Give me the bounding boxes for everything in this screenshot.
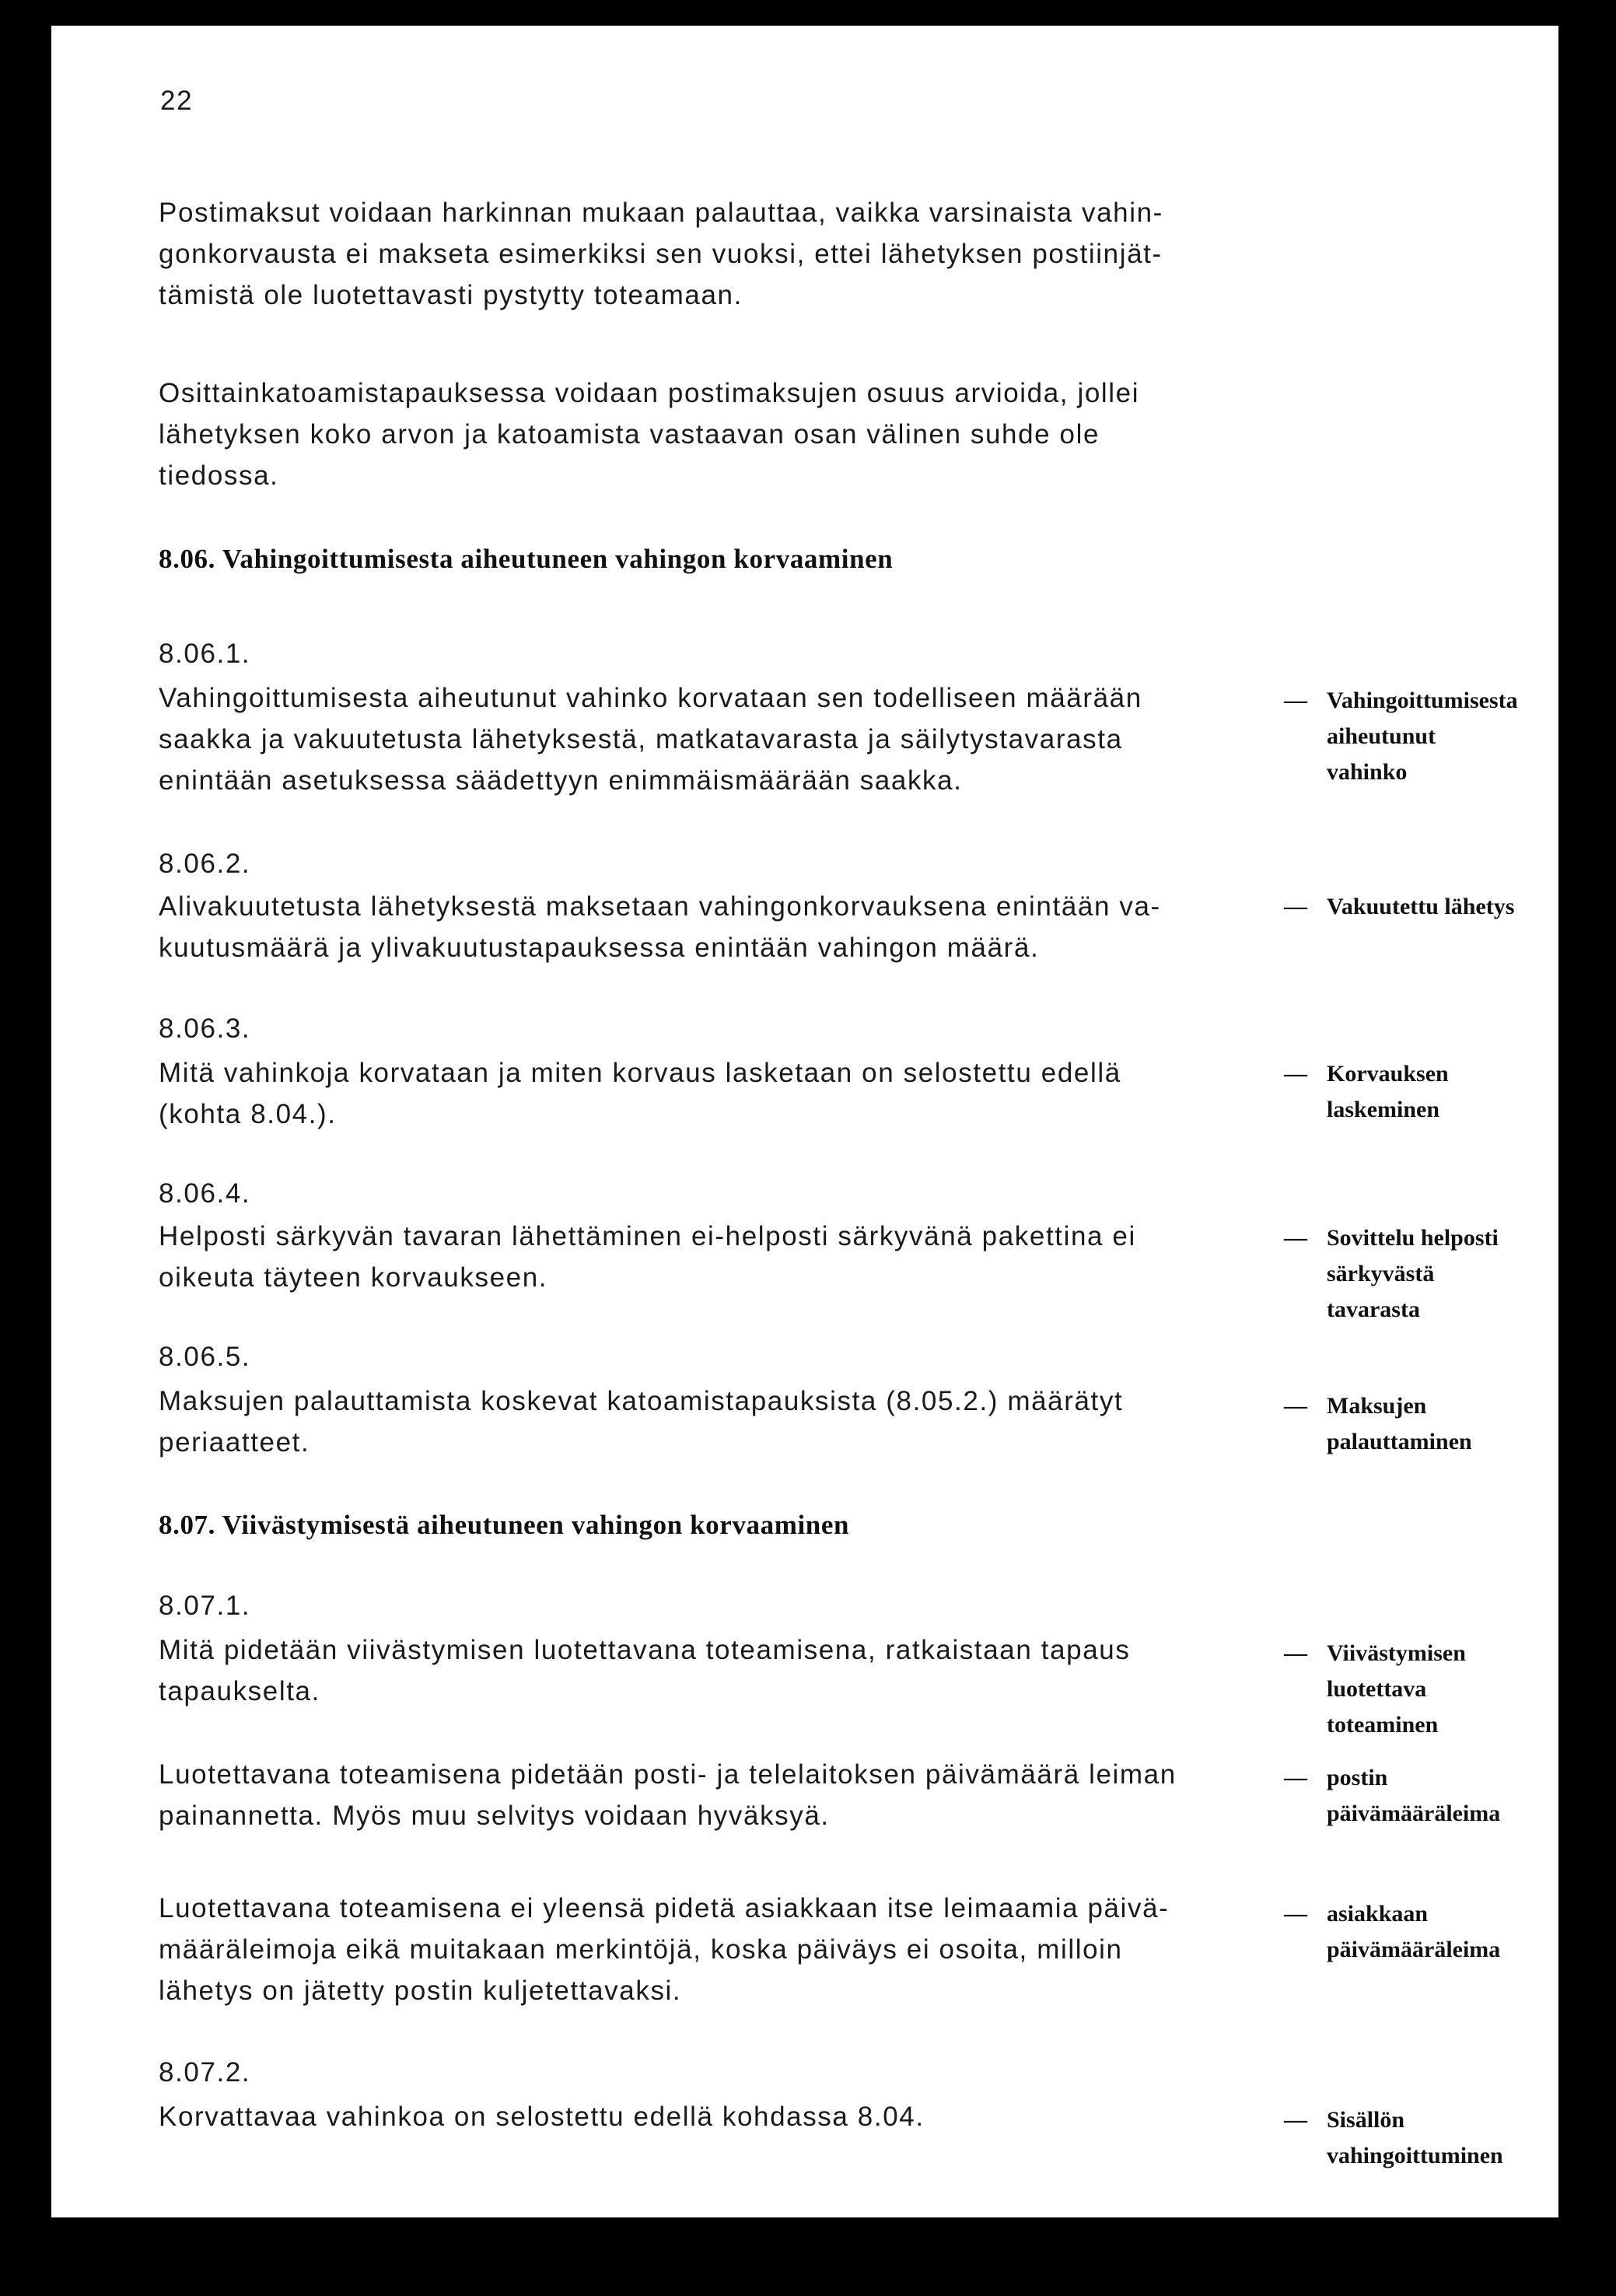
note-dash: —	[1284, 1901, 1307, 1927]
text-line: Osittainkatoamistapauksessa voidaan postimaksujen osuus arvioida, jollei	[159, 378, 1140, 408]
section-8-06-3-text	[159, 1052, 1121, 1135]
text-line: (kohta 8.04.).	[159, 1099, 337, 1129]
note-dash: —	[1284, 1061, 1307, 1087]
text-line: Postimaksut voidaan harkinnan mukaan palauttaa, vaikka varsinaista vahin-	[159, 198, 1163, 228]
text-line: gonkorvausta ei makseta esimerkiksi sen vuoksi, ettei lähetyksen postiinjät-	[159, 239, 1163, 269]
text-line: tiedossa.	[159, 460, 279, 491]
note-dash: —	[1284, 688, 1307, 713]
note-line: Vahingoittumisesta	[1327, 688, 1518, 713]
note-line: Maksujen	[1327, 1393, 1427, 1419]
section-number: 8.07.1.	[159, 1591, 251, 1621]
intro-paragraph-1	[159, 192, 1163, 316]
note-dash: —	[1284, 1225, 1307, 1251]
margin-note-asiakkaan	[1284, 1896, 1558, 1974]
note-dash: —	[1284, 1640, 1307, 1666]
section-8-06-4-text	[159, 1216, 1136, 1298]
note-line: päivämääräleima	[1327, 1801, 1501, 1826]
margin-note-sisallon	[1284, 2102, 1558, 2180]
note-line: särkyvästä	[1327, 1261, 1435, 1286]
note-line: palauttaminen	[1327, 1429, 1472, 1454]
text-line: Helposti särkyvän tavaran lähettäminen ei-helposti särkyvänä pakettina ei	[159, 1221, 1136, 1251]
document-page	[51, 26, 1558, 2217]
section-8-07-1-text	[159, 1629, 1130, 1712]
text-line: Luotettavana toteamisena ei yleensä pidetä asiakkaan itse leimaamia päivä-	[159, 1893, 1170, 1923]
section-8-06-2-text	[159, 886, 1161, 968]
margin-note-postin	[1284, 1760, 1558, 1838]
section-number: 8.07.2.	[159, 2057, 251, 2088]
note-line: Sovittelu helposti	[1327, 1225, 1499, 1251]
section-number: 8.06.3.	[159, 1013, 251, 1044]
note-dash: —	[1284, 894, 1307, 919]
note-line: Vakuutettu lähetys	[1327, 894, 1515, 919]
text-line: tämistä ole luotettavasti pystytty toteamaan.	[159, 280, 743, 310]
section-number: 8.06.1.	[159, 639, 251, 669]
margin-note-viivastymisen	[1284, 1636, 1558, 1752]
note-dash: —	[1284, 1765, 1307, 1790]
note-line: Viivästymisen	[1327, 1640, 1466, 1666]
margin-note-vakuutettu	[1284, 889, 1558, 928]
note-dash: —	[1284, 1393, 1307, 1419]
margin-note-sovittelu	[1284, 1220, 1558, 1337]
section-number: 8.06.5.	[159, 1342, 251, 1372]
text-line: saakka ja vakuutetusta lähetyksestä, matkatavarasta ja säilytystavarasta	[159, 724, 1123, 754]
note-line: toteaminen	[1327, 1712, 1439, 1738]
page-number: 22	[160, 86, 194, 116]
note-line: Korvauksen	[1327, 1061, 1449, 1087]
section-8-06-1-text	[159, 677, 1142, 801]
note-line: vahinko	[1327, 759, 1408, 785]
text-line: Mitä vahinkoja korvataan ja miten korvaus lasketaan on selostettu edellä	[159, 1058, 1121, 1088]
note-line: luotettava	[1327, 1676, 1427, 1702]
text-line: Mitä pidetään viivästymisen luotettavana toteamisena, ratkaistaan tapaus	[159, 1635, 1131, 1665]
text-line: lähetys on jätetty postin kuljetettavaksi.	[159, 1976, 682, 2006]
text-line: periaatteet.	[159, 1427, 310, 1458]
note-line: vahingoittuminen	[1327, 2143, 1503, 2168]
note-line: asiakkaan	[1327, 1901, 1429, 1927]
paragraph-postin-paivamaaraleima	[159, 1754, 1177, 1836]
note-line: aiheutunut	[1327, 723, 1436, 749]
note-line: tavarasta	[1327, 1297, 1420, 1322]
text-line: Vahingoittumisesta aiheutunut vahinko korvataan sen todelliseen määrään	[159, 683, 1142, 713]
text-line: enintään asetuksessa säädettyyn enimmäismäärään saakka.	[159, 765, 963, 796]
note-dash: —	[1284, 2107, 1307, 2133]
note-line: postin	[1327, 1765, 1388, 1790]
section-number: 8.06.4.	[159, 1178, 251, 1209]
intro-paragraph-2	[159, 373, 1139, 496]
text-line: painannetta. Myös muu selvitys voidaan hyväksyä.	[159, 1801, 830, 1831]
text-line: tapaukselta.	[159, 1676, 320, 1706]
margin-note-korvauksen	[1284, 1056, 1558, 1134]
section-number: 8.06.2.	[159, 849, 251, 879]
text-line: oikeuta täyteen korvaukseen.	[159, 1262, 548, 1293]
text-line: kuutusmäärä ja ylivakuutustapauksessa enintään vahingon määrä.	[159, 933, 1040, 963]
note-line: päivämääräleima	[1327, 1937, 1501, 1962]
text-line: Maksujen palauttamista koskevat katoamistapauksista (8.05.2.) määrätyt	[159, 1386, 1124, 1416]
section-heading-8-07: 8.07. Viivästymisestä aiheutuneen vahingon korvaaminen	[159, 1510, 850, 1540]
text-line: lähetyksen koko arvon ja katoamista vastaavan osan välinen suhde ole	[159, 419, 1100, 450]
note-line: laskeminen	[1327, 1097, 1440, 1122]
section-8-07-2-text	[159, 2096, 925, 2137]
margin-note-vahingoittumisesta	[1284, 683, 1558, 800]
paragraph-asiakkaan-paivamaaraleima	[159, 1888, 1169, 2011]
margin-note-maksujen	[1284, 1388, 1558, 1466]
text-line: määräleimoja eikä muitakaan merkintöjä, koska päiväys ei osoita, milloin	[159, 1934, 1123, 1965]
section-8-06-5-text	[159, 1381, 1123, 1463]
text-line: Luotettavana toteamisena pidetään posti- ja telelaitoksen päivämäärä leiman	[159, 1759, 1177, 1790]
text-line: Korvattavaa vahinkoa on selostettu edellä kohdassa 8.04.	[159, 2102, 925, 2132]
note-line: Sisällön	[1327, 2107, 1405, 2133]
text-line: Alivakuutetusta lähetyksestä maksetaan vahingonkorvauksena enintään va-	[159, 891, 1161, 922]
section-heading-8-06: 8.06. Vahingoittumisesta aiheutuneen vahingon korvaaminen	[159, 544, 894, 574]
